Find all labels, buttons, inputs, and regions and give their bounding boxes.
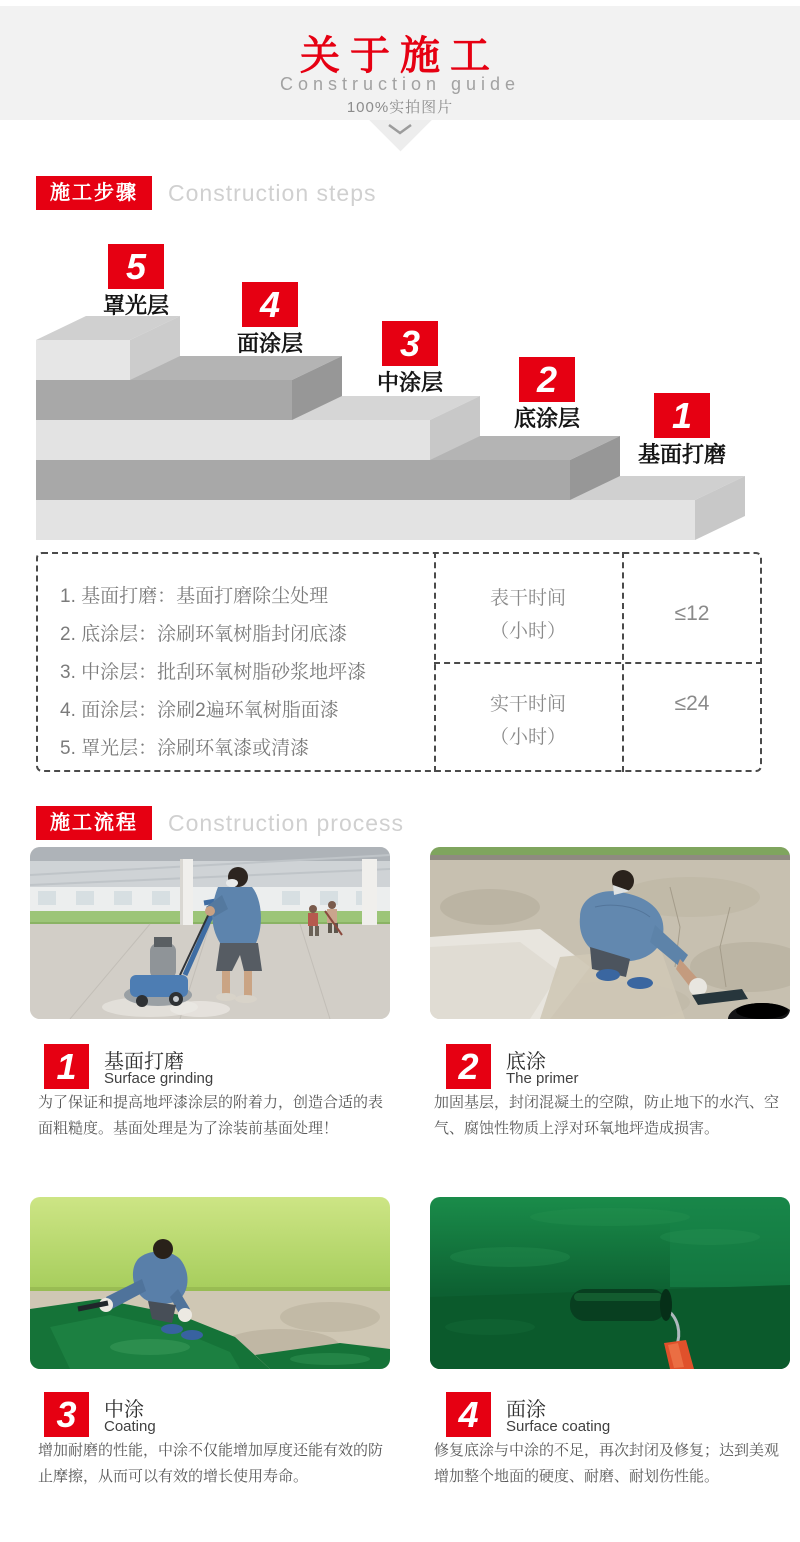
card-title-1: 基面打磨 <box>104 1051 184 1073</box>
photo-middle-coat <box>30 1197 390 1369</box>
list-item: 2. 底涂层：涂刷环氧树脂封闭底漆 <box>60 624 348 645</box>
section-label-process: 施工流程 <box>36 806 152 840</box>
section-label-steps: 施工步骤 <box>36 176 152 210</box>
photo-primer <box>430 847 790 1019</box>
card-subtitle-4: Surface coating <box>506 1418 611 1435</box>
card-desc-1: 为了保证和提高地坪漆涂层的附着力，创造合适的表面粗糙度。基面处理是为了涂装前基面处理！ <box>38 1094 384 1137</box>
section-label-steps-en: Construction steps <box>168 180 377 206</box>
card-desc-4: 修复底涂与中涂的不足，再次封闭及修复；达到美观增加整个地面的硬度、耐磨、耐划伤性能。 <box>434 1442 780 1485</box>
page-subtitle-en: Construction guide <box>279 74 521 94</box>
photo-top-coat <box>430 1197 790 1369</box>
list-item: 3. 中涂层：批刮环氧树脂砂浆地坪漆 <box>60 662 367 683</box>
middle-coat-photo-image <box>30 1197 390 1369</box>
stair-label-5: 罩光层 <box>102 293 169 318</box>
photo-surface-grinding <box>30 847 390 1019</box>
stair-label-2: 底涂层 <box>513 406 580 431</box>
stair-badge-3: 3 <box>382 321 438 366</box>
card-number-1: 1 <box>44 1044 89 1089</box>
list-item: 5. 罩光层：涂刷环氧漆或清漆 <box>60 738 310 759</box>
section-label-process-en: Construction process <box>168 810 405 836</box>
spec-table-divider-h <box>434 662 762 664</box>
stair-badge-5: 5 <box>108 244 164 289</box>
card-subtitle-2: The primer <box>506 1070 579 1087</box>
stair-badge-1: 1 <box>654 393 710 438</box>
surface-grinding-photo-image <box>30 847 390 1019</box>
card-title-2: 底涂 <box>506 1051 546 1073</box>
card-desc-2: 加固基层，封闭混凝土的空隙，防止地下的水汽、空气、腐蚀性物质上浮对环氧地坪造成损害。 <box>434 1094 780 1137</box>
list-item: 4. 面涂层：涂刷2遍环氧树脂面漆 <box>60 700 339 721</box>
dry-time-hard-label: 实干时间 （小时） <box>489 694 566 748</box>
card-title-3: 中涂 <box>104 1399 144 1421</box>
stair-label-4: 面涂层 <box>236 331 303 356</box>
card-number-2: 2 <box>446 1044 491 1089</box>
coating-steps-list <box>60 578 430 768</box>
dry-time-surface-label: 表干时间 （小时） <box>489 588 566 642</box>
top-coat-photo-image <box>430 1197 790 1369</box>
page-tagline: 100%实拍图片 <box>346 99 454 116</box>
stair-label-3: 中涂层 <box>376 370 443 395</box>
stair-badge-2: 2 <box>519 357 575 402</box>
card-title-4: 面涂 <box>506 1399 546 1421</box>
chevron-down-icon <box>386 122 414 136</box>
card-desc-3: 增加耐磨的性能，中涂不仅能增加厚度还能有效的防止摩擦，从而可以有效的增长使用寿命。 <box>38 1442 384 1485</box>
dry-time-hard-value: ≤24 <box>674 692 710 715</box>
primer-photo-image <box>430 847 790 1019</box>
stair-label-1: 基面打磨 <box>637 442 726 467</box>
card-subtitle-1: Surface grinding <box>104 1070 214 1087</box>
card-number-4: 4 <box>446 1392 491 1437</box>
list-item: 1. 基面打磨：基面打磨除尘处理 <box>60 586 329 607</box>
card-subtitle-3: Coating <box>104 1418 156 1435</box>
card-number-3: 3 <box>44 1392 89 1437</box>
dry-time-surface-value: ≤12 <box>674 602 710 625</box>
page-title: 关于施工 <box>300 34 500 78</box>
stair-badge-4: 4 <box>242 282 298 327</box>
